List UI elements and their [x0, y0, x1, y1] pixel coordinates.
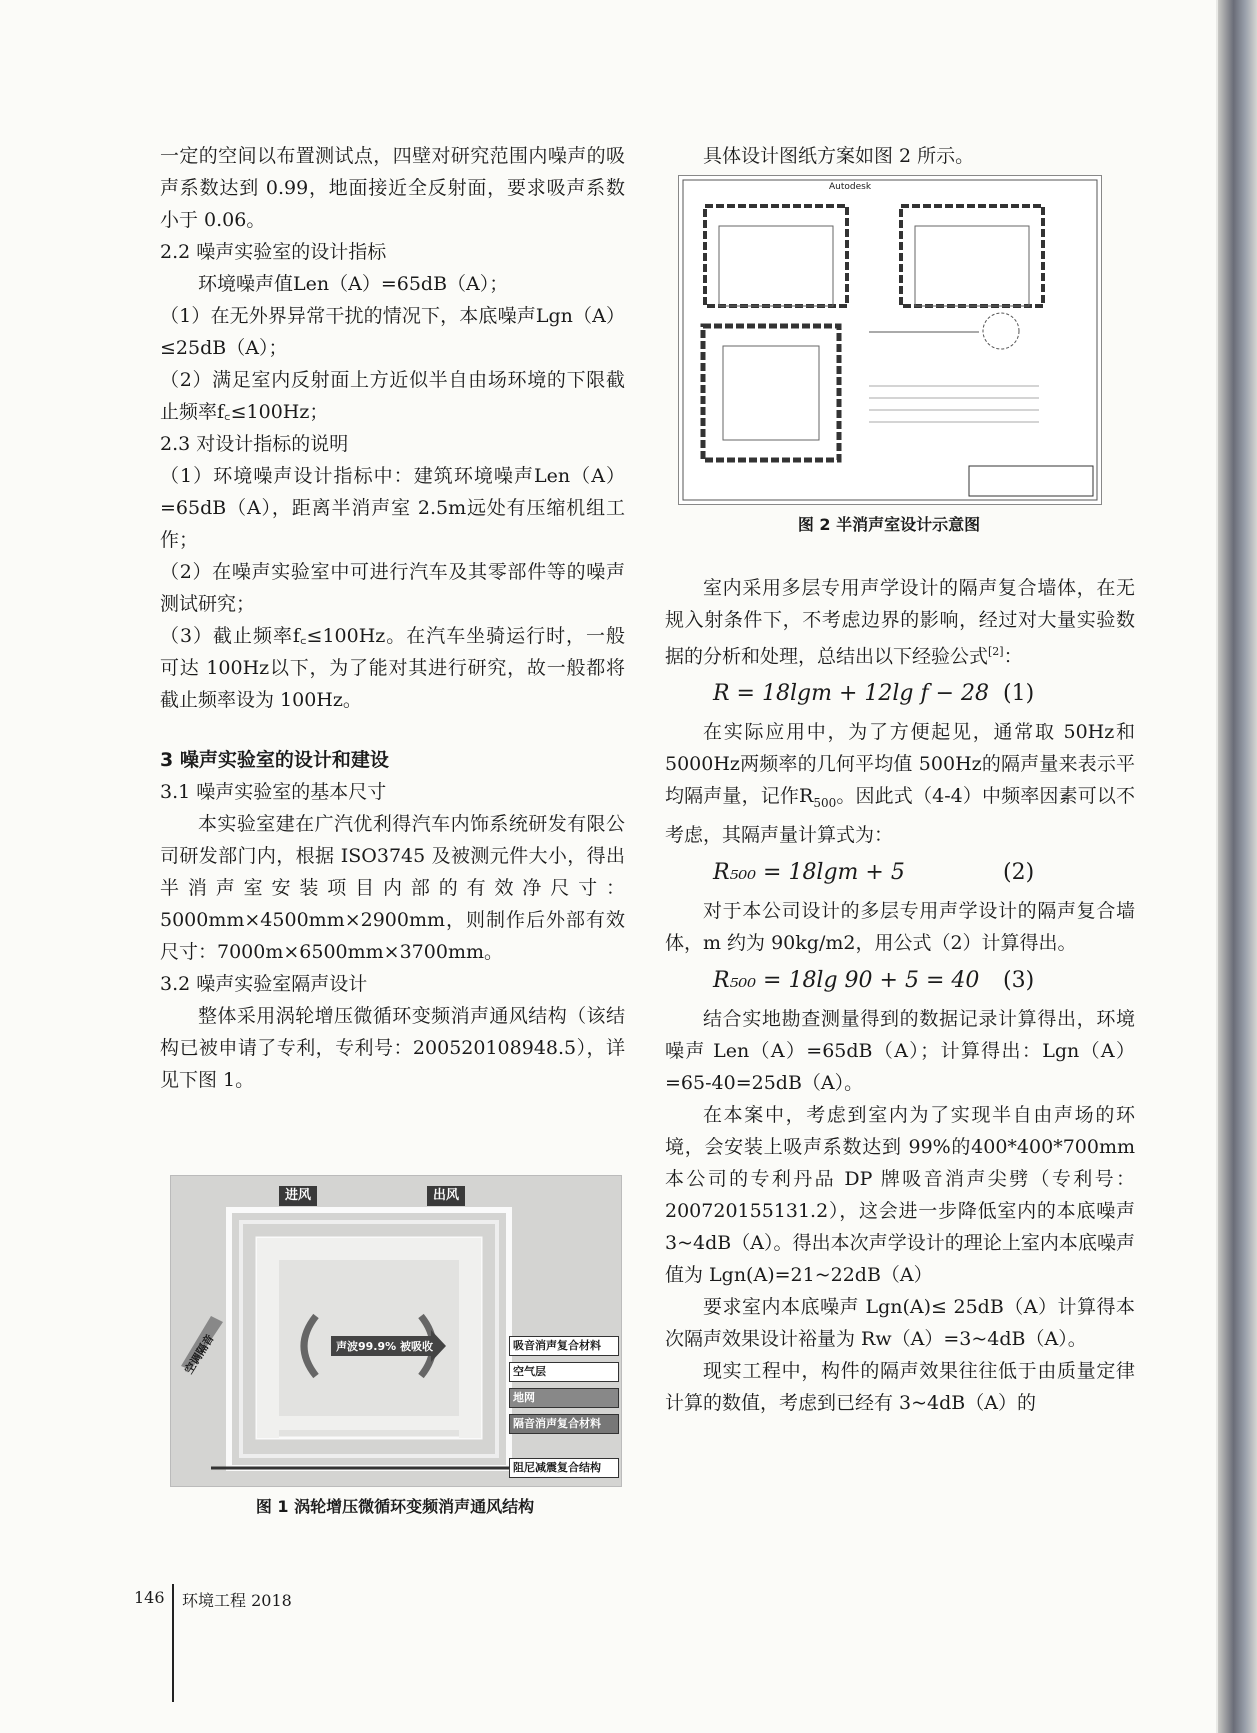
paragraph-frequency-text-a: 在实际应用中，为了方便起见，通常取 50Hz和 5000Hz两频率的几何平均值 500Hz的隔声量来表示平均隔声量，记作R — [665, 721, 1135, 808]
paragraph-frequency-text-b: 。因此式（4-4）中频率因素可以不考虑，其隔声量计算式为： — [665, 785, 1135, 847]
paragraph-continuation: 一定的空间以布置测试点，四壁对研究范围内噪声的吸声系数达到 0.99，地面接近全反射面，要求吸声系数小于 0.06。 — [160, 145, 625, 231]
index-item-1: （1）在无外界异常干扰的情况下，本底噪声Lgn（A）≤25dB（A）； — [160, 305, 625, 359]
equation-3-text: R₅₀₀ = 18lg 90 + 5 = 40 — [713, 968, 980, 994]
title-block — [969, 466, 1093, 496]
legend-damping-structure: 阻尼减震复合结构 — [509, 1458, 619, 1478]
equation-2-number: (2) — [1003, 860, 1035, 886]
paragraph-frequency — [665, 716, 1135, 851]
legend-absorption-material: 吸音消声复合材料 — [509, 1336, 619, 1356]
front-elevation — [705, 206, 847, 306]
door-swing — [983, 313, 1019, 349]
floor-plan-inner — [723, 346, 819, 440]
paragraph-margin: 要求室内本底噪声 Lgn(A)≤ 25dB（A）计算得本次隔声效果设计裕量为 Rw（A）=3~4dB（A）。 — [665, 1296, 1135, 1351]
outlet-label: 出风 — [427, 1186, 465, 1206]
equation-2-text: R₅₀₀ = 18lgm + 5 — [713, 860, 905, 886]
top-wedges — [257, 1238, 481, 1260]
section-heading-3: 3 噪声实验室的设计和建设 — [160, 749, 389, 771]
figure-2-intro: 具体设计图纸方案如图 2 所示。 — [703, 145, 975, 167]
side-elevation — [901, 206, 1043, 306]
absorption-arrow-text: 声波99.9% 被吸收 — [336, 1340, 433, 1353]
paragraph-wall — [665, 572, 1135, 672]
figure-1-drawing — [171, 1176, 621, 1486]
legend-floor-grid: 地网 — [509, 1388, 619, 1408]
side-elevation-inner — [915, 226, 1029, 306]
paragraph-3-2: 整体采用涡轮增压微循环变频消声通风结构（该结构已被申请了专利，专利号：200520108948.5），详见下图 1。 — [160, 1005, 625, 1091]
legend-air-layer: 空气层 — [509, 1362, 619, 1382]
paragraph-wedges: 在本案中，考虑到室内为了实现半自由声场的环境，会安装上吸声系数达到 99%的400*400*700mm 本公司的专利丹品 DP 牌吸音消声尖劈（专利号：200720155131.2），这会进一步降低室内的本底噪声 3~4dB（A）。得出本次声学设计的理论上室内本底噪声值为 Lgn(A)=21~22dB（A） — [665, 1104, 1135, 1287]
paragraph-practice: 现实工程中，构件的隔声效果往往低于由质量定律计算的数值，考虑到已经有 3~4dB（A）的 — [665, 1360, 1135, 1415]
equation-1 — [665, 672, 1135, 716]
left-column — [160, 140, 625, 1096]
inlet-label: 进风 — [279, 1186, 317, 1206]
equation-1-number: (1) — [1003, 681, 1035, 707]
equation-3 — [665, 959, 1135, 1003]
drawing-border — [683, 180, 1097, 500]
subscript-500: 500 — [813, 796, 837, 811]
paragraph-wall-colon: ： — [1003, 645, 1023, 668]
autodesk-watermark: Autodesk — [829, 182, 872, 192]
figure-2-drawing — [679, 176, 1101, 504]
side-arrow-text: 空调隔音 — [182, 1332, 217, 1377]
section-heading-2-2: 2.2 噪声实验室的设计指标 — [160, 241, 387, 263]
paragraph-survey: 结合实地勘查测量得到的数据记录计算得出，环境噪声 Len（A）=65dB（A）；计算得出：Lgn（A）=65-40=25dB（A）。 — [665, 1008, 1135, 1095]
binding-spine — [1218, 0, 1257, 1733]
section-heading-3-1: 3.1 噪声实验室的基本尺寸 — [160, 781, 387, 803]
figure-1-caption: 图 1 涡轮增压微循环变频消声通风结构 — [255, 1497, 535, 1516]
figure-2-design-drawing — [678, 175, 1102, 505]
section-heading-3-2: 3.2 噪声实验室隔声设计 — [160, 973, 368, 995]
figure-1-ventilation-diagram — [170, 1175, 622, 1487]
explanation-item-1: （1）环境噪声设计指标中：建筑环境噪声Len（A）=65dB（A），距离半消声室 2.5m远处有压缩机组工作； — [160, 465, 625, 551]
section-heading-2-3: 2.3 对设计指标的说明 — [160, 433, 349, 455]
footer-rule — [172, 1584, 174, 1702]
equation-2 — [665, 851, 1135, 895]
left-wedges — [257, 1260, 279, 1438]
legend-insulation-material: 隔音消声复合材料 — [509, 1414, 619, 1434]
floor-grid — [257, 1416, 481, 1430]
explanation-item-2: （2）在噪声实验室中可进行汽车及其零部件等的噪声测试研究； — [160, 561, 625, 615]
explanation-item-3: （3）截止频率f꜀≤100Hz。在汽车坐骑运行时，一般可达 100Hz以下，为了能对其进行研究，故一般都将截止频率设为 100Hz。 — [160, 625, 625, 711]
right-wedges — [459, 1260, 481, 1438]
journal-name: 环境工程 2018 — [182, 1591, 292, 1610]
reference-2: [2] — [988, 645, 1004, 658]
index-item-2: （2）满足室内反射面上方近似半自由场环境的下限截止频率f꜀≤100Hz； — [160, 369, 625, 423]
paragraph-wall-text: 室内采用多层专用声学设计的隔声复合墙体，在无规入射条件下，不考虑边界的影响，经过对大量实验数据的分析和处理，总结出以下经验公式 — [665, 577, 1135, 668]
paragraph-mass: 对于本公司设计的多层专用声学设计的隔声复合墙体，m 约为 90kg/m2，用公式（2）计算得出。 — [665, 900, 1135, 955]
ambient-noise-value: 环境噪声值Len（A）=65dB（A）； — [198, 273, 509, 295]
equation-1-text: R = 18lgm + 12lg f − 28 — [713, 681, 990, 707]
page-number: 146 — [134, 1588, 165, 1607]
front-elevation-inner — [719, 226, 833, 306]
figure-2-caption: 图 2 半消声室设计示意图 — [797, 515, 981, 534]
equation-3-number: (3) — [1003, 968, 1035, 994]
paragraph-3-1: 本实验室建在广汽优利得汽车内饰系统研发有限公司研发部门内，根据 ISO3745 及被测元件大小，得出半消声室安装项目内部的有效净尺寸：5000mm×4500mm×2900mm，则制作后外部有效尺寸：7000m×6500mm×3700mm。 — [160, 813, 625, 963]
